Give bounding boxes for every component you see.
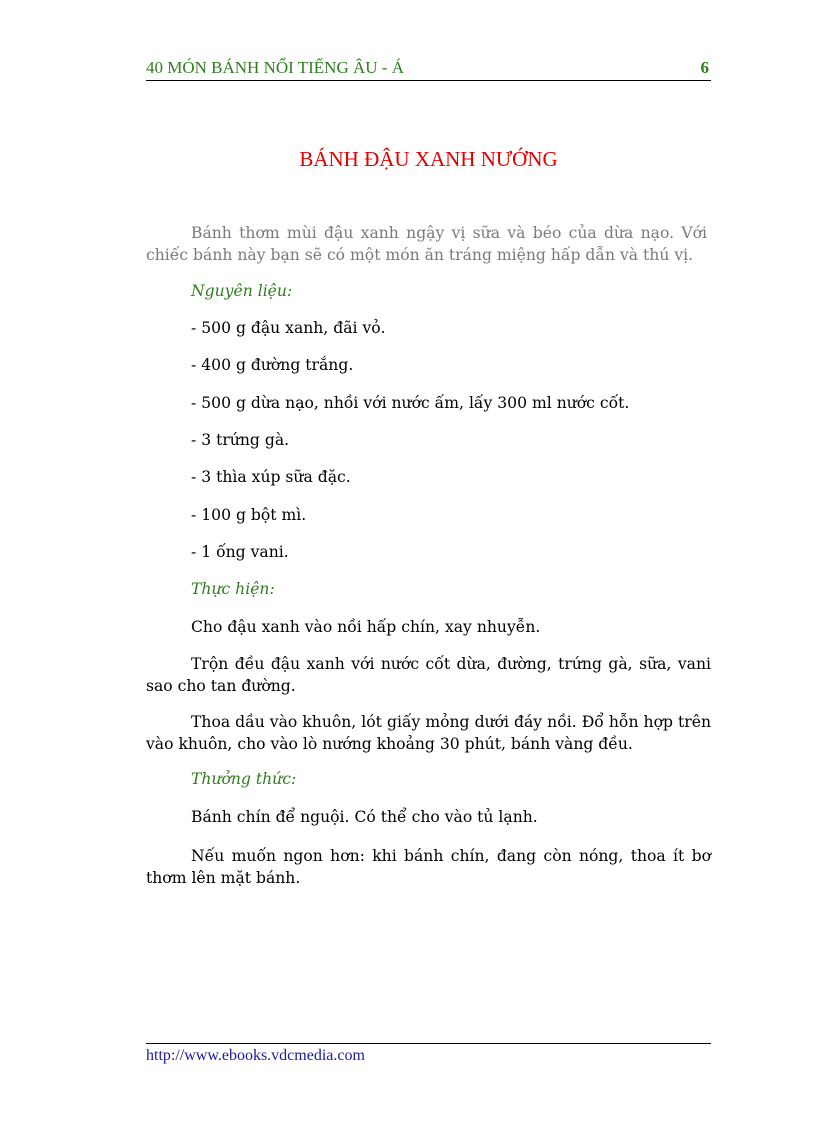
enjoy-text: Bánh chín để nguội. Có thể cho vào tủ lạnh. — [191, 808, 538, 826]
ingredient-item: - 500 g đậu xanh, đãi vỏ. — [191, 319, 386, 337]
method-heading: Thực hiện: — [191, 580, 275, 598]
ingredients-heading: Nguyên liệu: — [191, 282, 293, 300]
enjoy-text: Nếu muốn ngon hơn: khi bánh chín, đang còn nóng, thoa ít bơ thơm lên mặt bánh. — [146, 847, 711, 887]
method-step: Cho đậu xanh vào nồi hấp chín, xay nhuyễn. — [191, 618, 541, 636]
ingredient-item: - 100 g bột mì. — [191, 506, 307, 524]
method-step: Thoa dầu vào khuôn, lót giấy mỏng dưới đáy nồi. Đổ hỗn hợp trên vào khuôn, cho vào lò nướng khoảng 30 phút, bánh vàng đều. — [146, 713, 711, 753]
method-step: Trộn đều đậu xanh với nước cốt dừa, đường, trứng gà, sữa, vani sao cho tan đường. — [146, 655, 711, 695]
ingredient-item: - 1 ống vani. — [191, 543, 289, 561]
recipe-title: BÁNH ĐẬU XANH NƯỚNG — [299, 147, 558, 171]
enjoy-heading: Thưởng thức: — [191, 770, 297, 788]
ingredient-item: - 3 trứng gà. — [191, 431, 290, 449]
ingredient-item: - 500 g dừa nạo, nhồi với nước ấm, lấy 300 ml nước cốt. — [191, 394, 630, 412]
book-title: 40 MÓN BÁNH NỔI TIẾNG ÂU - Á — [146, 58, 404, 77]
recipe-intro: Bánh thơm mùi đậu xanh ngậy vị sữa và béo của dừa nạo. Với chiếc bánh này bạn sẽ có một món ăn tráng miệng hấp dẫn và thú vị. — [146, 224, 707, 264]
page-footer — [146, 1043, 711, 1065]
ingredient-item: - 400 g đường trắng. — [191, 356, 354, 374]
page-header — [146, 56, 711, 81]
page-number: 6 — [700, 58, 709, 77]
footer-link[interactable]: http://www.ebooks.vdcmedia.com — [146, 1047, 365, 1064]
ingredient-item: - 3 thìa xúp sữa đặc. — [191, 468, 351, 486]
